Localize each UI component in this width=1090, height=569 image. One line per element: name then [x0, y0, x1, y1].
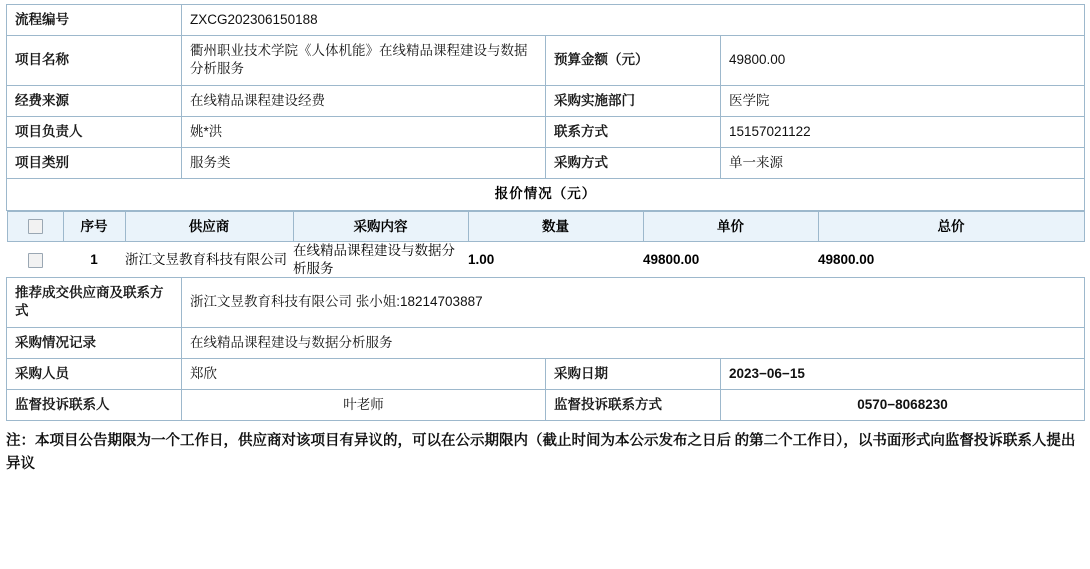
- table-row-funding-source: [7, 85, 1085, 116]
- cell-quantity: 1.00: [468, 242, 643, 278]
- value-purchase-method: 单一来源: [721, 148, 1085, 179]
- table-row-process-number: [7, 5, 1085, 36]
- label-supervisor: 监督投诉联系人: [7, 390, 182, 421]
- footer-note: 注：本项目公告期限为一个工作日，供应商对该项目有异议的，可以在公示期限内（截止时间为本公示发布之日后 的第二个工作日），以书面形式向监督投诉联系人提出异议: [6, 433, 1076, 473]
- label-process-number: 流程编号: [7, 5, 182, 36]
- label-purchase-department: 采购实施部门: [546, 85, 721, 116]
- label-budget-amount: 预算金额（元）: [546, 36, 721, 85]
- table-row-project-name: [7, 36, 1085, 85]
- table-row-section-quote: [7, 179, 1085, 210]
- table-row-buyer: [7, 358, 1085, 389]
- quote-header-unit-price: 单价: [643, 211, 818, 242]
- cell-unit-price: 49800.00: [643, 242, 818, 278]
- quote-header-seq: 序号: [63, 211, 125, 242]
- table-row: [7, 242, 1084, 278]
- checkbox-row-select[interactable]: [28, 253, 43, 268]
- quote-header-content: 采购内容: [293, 211, 468, 242]
- value-purchase-date: 2023−06−15: [721, 358, 1085, 389]
- quote-table: [7, 211, 1085, 278]
- value-project-name: 衢州职业技术学院《人体机能》在线精品课程建设与数据分析服务: [182, 36, 546, 85]
- checkbox-select-all[interactable]: [28, 219, 43, 234]
- value-funding-source: 在线精品课程建设经费: [182, 85, 546, 116]
- value-supervisor-contact: 0570−8068230: [721, 390, 1085, 421]
- row-select-cell: [7, 242, 63, 278]
- cell-content: 在线精品课程建设与数据分析服务: [293, 242, 468, 278]
- label-purchase-date: 采购日期: [546, 358, 721, 389]
- table-row-quote-block: [7, 210, 1085, 278]
- label-funding-source: 经费来源: [7, 85, 182, 116]
- quote-header-total-price: 总价: [818, 211, 1084, 242]
- label-supervisor-contact: 监督投诉联系方式: [546, 390, 721, 421]
- value-supervisor: 叶老师: [182, 390, 546, 421]
- value-buyer: 郑欣: [182, 358, 546, 389]
- quote-container: [7, 210, 1085, 278]
- purchase-info-table: [6, 4, 1085, 421]
- value-purchase-record: 在线精品课程建设与数据分析服务: [182, 327, 1085, 358]
- value-project-category: 服务类: [182, 148, 546, 179]
- label-project-owner: 项目负责人: [7, 116, 182, 147]
- quote-header-quantity: 数量: [468, 211, 643, 242]
- quote-header-supplier: 供应商: [125, 211, 293, 242]
- table-row-project-category: [7, 148, 1085, 179]
- label-buyer: 采购人员: [7, 358, 182, 389]
- label-purchase-record: 采购情况记录: [7, 327, 182, 358]
- label-purchase-method: 采购方式: [546, 148, 721, 179]
- value-purchase-department: 医学院: [721, 85, 1085, 116]
- quote-header-row: [7, 211, 1084, 242]
- label-contact: 联系方式: [546, 116, 721, 147]
- quote-header-select-all: [7, 211, 63, 242]
- value-contact: 15157021122: [721, 116, 1085, 147]
- section-title-quote: 报价情况（元）: [7, 179, 1085, 210]
- table-row-recommended-supplier: [7, 278, 1085, 327]
- value-project-owner: 姚*洪: [182, 116, 546, 147]
- value-recommended-supplier: 浙江文昱教育科技有限公司 张小姐:18214703887: [182, 278, 1085, 327]
- label-recommended-supplier: 推荐成交供应商及联系方式: [7, 278, 182, 327]
- cell-total-price: 49800.00: [818, 242, 1084, 278]
- table-row-project-owner: [7, 116, 1085, 147]
- value-budget-amount: 49800.00: [721, 36, 1085, 85]
- cell-supplier: 浙江文昱教育科技有限公司: [125, 242, 293, 278]
- cell-seq: 1: [63, 242, 125, 278]
- table-row-purchase-record: [7, 327, 1085, 358]
- table-row-supervisor: [7, 390, 1085, 421]
- label-project-name: 项目名称: [7, 36, 182, 85]
- value-process-number: ZXCG202306150188: [182, 5, 1085, 36]
- label-project-category: 项目类别: [7, 148, 182, 179]
